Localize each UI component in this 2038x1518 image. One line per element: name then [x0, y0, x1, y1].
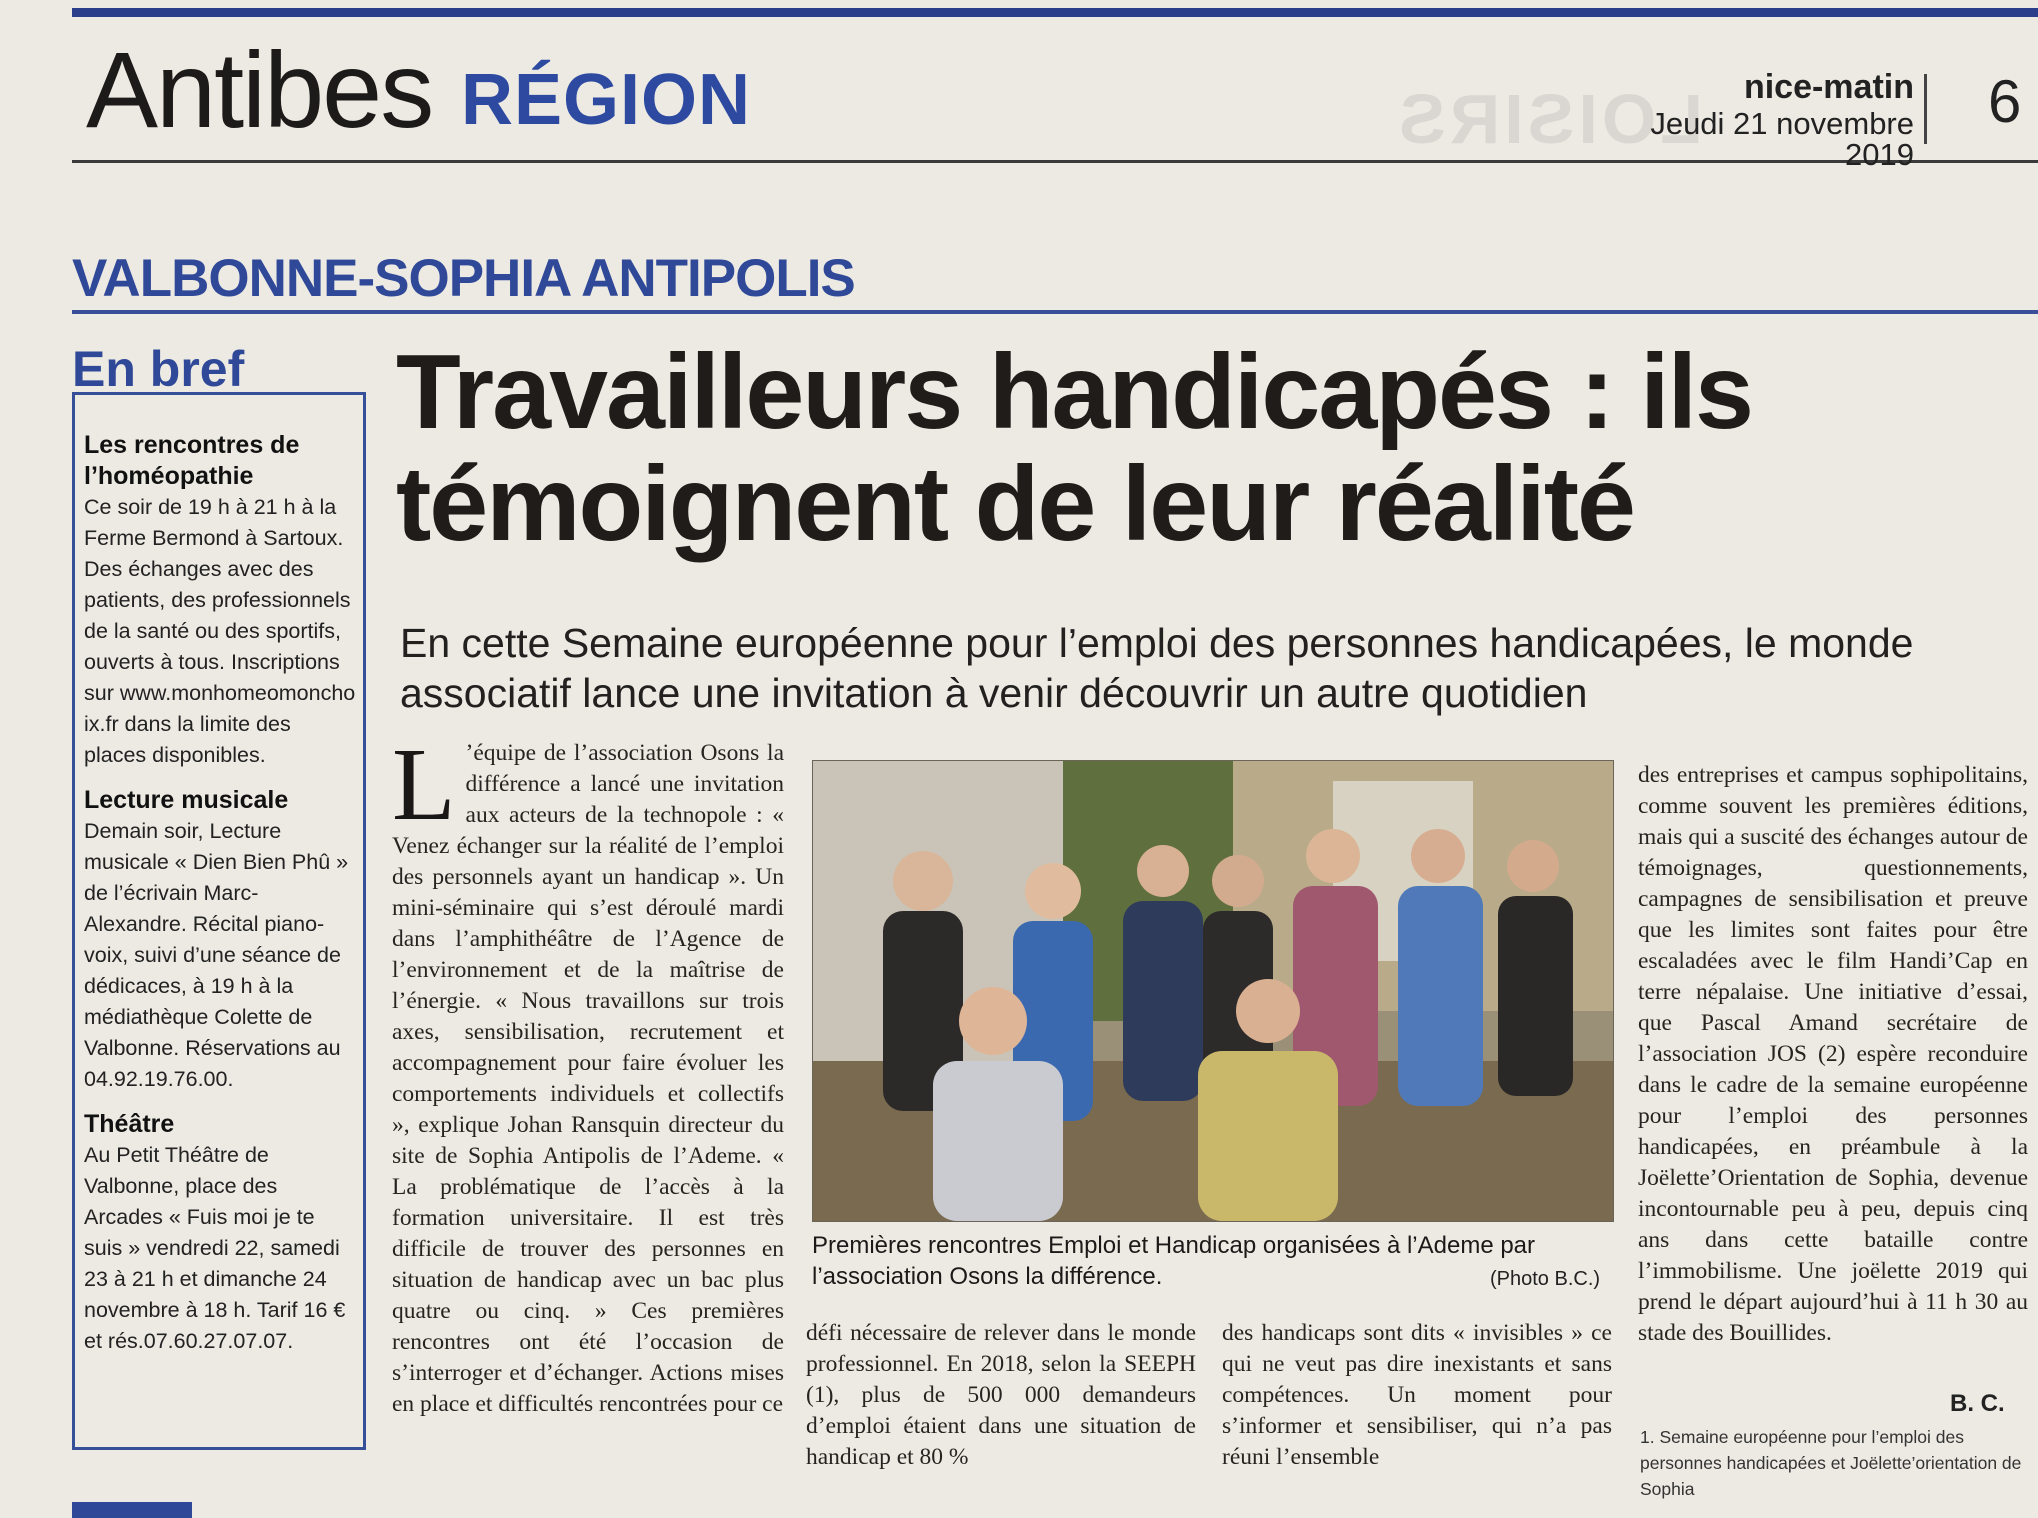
brief-item-title: Théâtre [84, 1110, 175, 1138]
photo-caption: Premières rencontres Emploi et Handicap organisées à l’Ademe par l’association Osons la différence. [812, 1232, 1536, 1290]
article-column-2: défi nécessaire de relever dans le monde professionnel. En 2018, selon la SEEPH (1), plus de 500 000 demandeurs d’emploi étaient dans une situation de handicap et 80 % [806, 1320, 1196, 1470]
brief-item-title: Lecture musicale [84, 786, 289, 814]
footnote: 1. Semaine européenne pour l’emploi des personnes handicapées et Joëlette’orientation de Sophia [1640, 1427, 2022, 1499]
region-label: RÉGION [461, 60, 752, 140]
section-rule [72, 310, 2038, 314]
section-heading: VALBONNE-SOPHIA ANTIPOLIS [72, 249, 855, 308]
header-divider [1924, 74, 1927, 144]
article-subtitle: En cette Semaine européenne pour l’emploi des personnes handicapées, le monde associatif lance une invitation à venir découvrir un autre quotidien [400, 620, 1914, 716]
brief-item-text: Au Petit Théâtre de Valbonne, place des Arcades « Fuis moi je te suis » vendredi 22, samedi 23 à 21 h et dimanche 24 novembre à 18 h. Tarif 16 € et rés.07.60.27.07.07. [84, 1143, 346, 1353]
author-signature: B. C. [1950, 1390, 2005, 1417]
column-1-text: ’équipe de l’association Osons la différence a lancé une invitation aux acteurs de la technopole : « Venez échanger sur la réalité de l’emploi des personnels ayant un handicap ». Un mini-séminaire qui s’est déroulé mardi dans l’amphithéâtre de l’Agence de l’environnement et de la maîtrise de l’énergie. « Nous travaillons sur trois axes, sensibilisation, recrutement et accompagnement pour faire évoluer les comportements individuels et collectifs », explique Johan Ransquin directeur du site de Sophia Antipolis de l’Ademe. « La problématique de l’accès à la formation universitaire. Il est très difficile de trouver des personnes en situation de handicap avec un bac plus quatre ou cinq. » Ces premières rencontres ont été l’occasion de s’interroger et d’échanger. Actions mises en place et difficultés rencontrées pour ce [392, 740, 784, 1417]
next-article-fragment [72, 1502, 192, 1518]
brief-item [84, 785, 356, 1095]
paper-name: nice-matin [1743, 68, 1914, 106]
brief-item [84, 1109, 356, 1357]
article-headline: Travailleurs handicapés : ils témoignent de leur réalité [396, 333, 1752, 563]
brief-list [84, 430, 356, 1371]
photo-credit: (Photo B.C.) [1490, 1268, 1601, 1290]
show-through-text: LOISIRS [1395, 80, 1704, 158]
issue-date: Jeudi 21 novembre 2019 [1650, 106, 1914, 172]
brief-heading: En bref [72, 341, 245, 397]
drop-cap: L [392, 727, 456, 842]
article-column-3: des handicaps sont dits « invisibles » ce qui ne veut pas dire inexistants et sans compétences. Un moment pour s’informer et sensibiliser, qui n’a pas réuni l’ensemble [1222, 1320, 1612, 1470]
page-number: 6 [1988, 68, 2022, 135]
brief-item-text: Demain soir, Lecture musicale « Dien Bien Phû » de l’écrivain Marc-Alexandre. Récital piano-voix, suivi d’une séance de dédicaces, à 19 h à la médiathèque Colette de Valbonne. Réservations au 04.92.19.76.00. [84, 819, 349, 1091]
article-column-4: des entreprises et campus sophipolitains, comme souvent les premières éditions, mais qui a suscité des échanges autour de témoignages, questionnements, campagnes de sensibilisation et preuve que les limites sont faites pour être escaladées avec le film Handi’Cap en terre népalaise. Une initiative d’essai, que Pascal Amand secrétaire de l’association JOS (2) espère reconduire dans le cadre de la semaine européenne pour l’emploi des personnes handicapées, en préambule à la Joëlette’Orientation de Sophia, devenue incontournable peu à peu, depuis cinq ans dans cette bataille contre l’immobilisme. Une joëlette 2019 qui prend le départ aujourd’hui à 11 h 30 au stade des Bouillides. [1638, 762, 2028, 1346]
group-photo [812, 760, 1614, 1222]
brief-item-text: Ce soir de 19 h à 21 h à la Ferme Bermond à Sartoux. Des échanges avec des patients, des professionnels de la santé ou des sportifs, ouverts à tous. Inscriptions sur www.monhomeomoncho ix.fr dans la limite des places disponibles. [84, 495, 356, 767]
brief-item [84, 430, 356, 771]
top-rule [72, 8, 2038, 17]
brief-item-title: Les rencontres de l’homéopathie [84, 431, 300, 490]
article-column-1 [392, 727, 784, 1420]
group-photo-illustration [813, 761, 1613, 1221]
city-title: Antibes [86, 29, 433, 150]
